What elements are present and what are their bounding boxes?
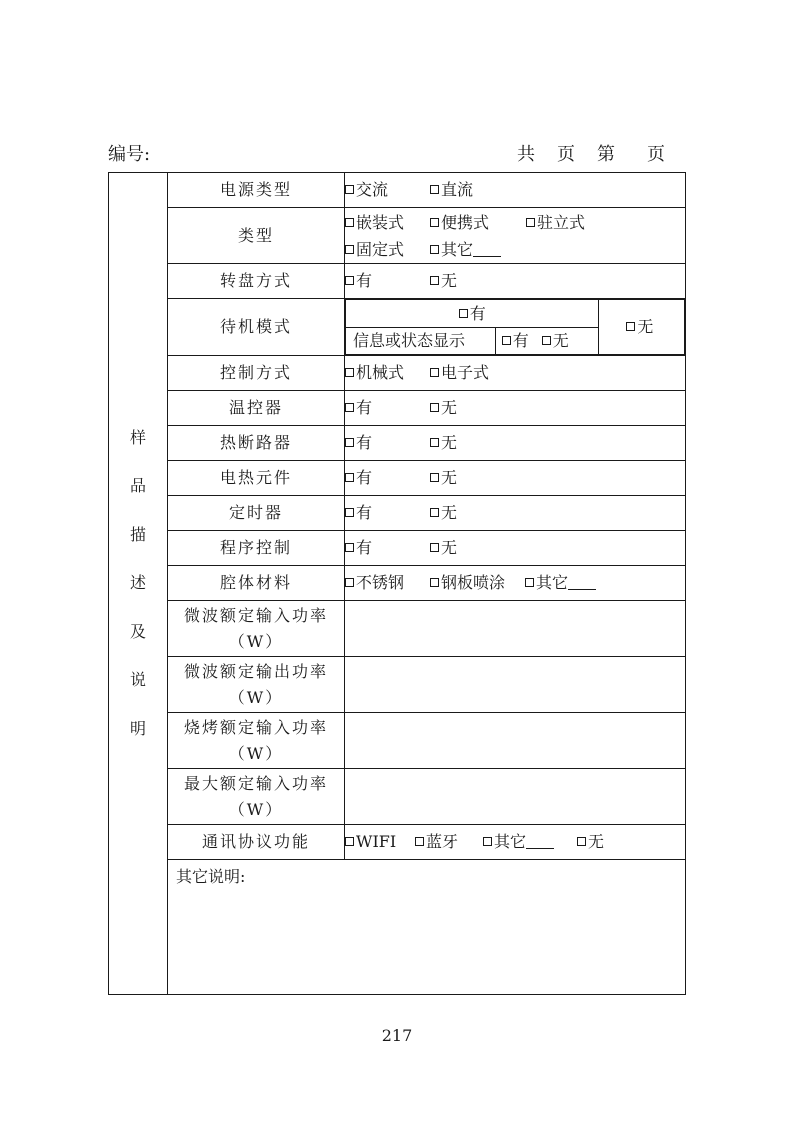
- checkbox-icon: [430, 218, 439, 227]
- row-cavity-material: [109, 566, 686, 601]
- option-label: 固定式: [356, 239, 405, 259]
- comm-other-checkbox[interactable]: [483, 831, 577, 853]
- label-line: 微波额定输出功率: [183, 661, 328, 681]
- option-label: 有: [512, 331, 529, 350]
- cavity-other-checkbox[interactable]: [525, 572, 596, 594]
- program-control-no-checkbox[interactable]: [430, 537, 457, 559]
- row-type: [109, 208, 686, 264]
- thermostat-yes-checkbox[interactable]: [345, 397, 430, 419]
- max-input-power-field[interactable]: [345, 769, 686, 825]
- option-label: 有: [356, 538, 373, 557]
- option-label: 无: [552, 331, 569, 350]
- page-current-label: 第: [597, 144, 615, 165]
- side-char: 描: [129, 524, 146, 544]
- checkbox-icon: [345, 473, 354, 482]
- page-unit-label: 页: [557, 144, 575, 165]
- checkbox-icon: [345, 578, 354, 587]
- timer-label: 定时器: [168, 496, 345, 531]
- cavity-stainless-checkbox[interactable]: [345, 572, 430, 594]
- side-char: 样: [129, 427, 146, 447]
- power-type-label: 电源类型: [168, 173, 345, 208]
- program-control-label: 程序控制: [168, 531, 345, 566]
- checkbox-icon: [415, 837, 424, 846]
- status-display-no-checkbox[interactable]: [542, 330, 569, 352]
- thermostat-options: [345, 391, 686, 426]
- heating-element-yes-checkbox[interactable]: [345, 467, 430, 489]
- thermostat-label: 温控器: [168, 391, 345, 426]
- heating-element-options: [345, 461, 686, 496]
- checkbox-icon: [345, 245, 354, 254]
- row-heating-element: [109, 461, 686, 496]
- option-label: 机械式: [356, 363, 405, 382]
- mw-output-power-field[interactable]: [345, 657, 686, 713]
- standby-nested-table: [345, 299, 685, 355]
- option-label: 其它: [536, 573, 569, 592]
- checkbox-icon: [345, 403, 354, 412]
- status-display-yes-checkbox[interactable]: [502, 330, 542, 352]
- checkbox-icon: [502, 336, 511, 345]
- label-line: 最大额定输入功率: [183, 773, 328, 793]
- mw-output-power-label: [168, 657, 345, 713]
- row-other-notes: [109, 860, 686, 995]
- thermostat-no-checkbox[interactable]: [430, 397, 457, 419]
- option-label: 无: [588, 832, 605, 851]
- other-notes-field[interactable]: [168, 860, 686, 995]
- checkbox-icon: [345, 276, 354, 285]
- option-label: 无: [441, 538, 458, 557]
- sample-description-side-label: [109, 173, 168, 995]
- type-fixed-checkbox[interactable]: [345, 236, 430, 263]
- label-line: 烧烤额定输入功率: [183, 717, 328, 737]
- option-label: 直流: [441, 180, 474, 199]
- power-type-ac-checkbox[interactable]: [345, 179, 430, 201]
- side-char: 及: [129, 621, 146, 641]
- checkbox-icon: [525, 578, 534, 587]
- serial-number-label: 编号:: [108, 144, 151, 165]
- row-turntable: [109, 264, 686, 299]
- type-other-checkbox[interactable]: [430, 236, 501, 263]
- side-char: 述: [129, 573, 146, 593]
- checkbox-icon: [430, 578, 439, 587]
- option-label: 无: [441, 398, 458, 417]
- checkbox-icon: [626, 322, 635, 331]
- checkbox-icon: [345, 368, 354, 377]
- row-power-type: [109, 173, 686, 208]
- row-standby: [109, 299, 686, 356]
- program-control-yes-checkbox[interactable]: [345, 537, 430, 559]
- type-portable-checkbox[interactable]: [430, 209, 526, 236]
- page-number: 217: [381, 1026, 413, 1045]
- option-label: 交流: [356, 180, 389, 199]
- option-label: 不锈钢: [356, 573, 405, 592]
- checkbox-icon: [345, 837, 354, 846]
- comm-other-blank[interactable]: [526, 834, 554, 849]
- page-total-label: 共: [517, 144, 535, 165]
- other-notes-label: 其它说明:: [176, 867, 246, 886]
- side-char: 明: [129, 718, 146, 738]
- option-label: 无: [441, 468, 458, 487]
- cavity-material-options: [345, 566, 686, 601]
- row-control: [109, 356, 686, 391]
- control-options: [345, 356, 686, 391]
- type-built-in-checkbox[interactable]: [345, 209, 430, 236]
- max-input-power-label: [168, 769, 345, 825]
- option-label: 无: [441, 271, 458, 290]
- page-unit-label-2: 页: [647, 144, 665, 165]
- heating-element-label: 电热元件: [168, 461, 345, 496]
- comm-none-checkbox[interactable]: [577, 831, 604, 853]
- type-other-blank[interactable]: [473, 242, 501, 257]
- option-label: 无: [441, 503, 458, 522]
- row-thermostat: [109, 391, 686, 426]
- power-type-dc-checkbox[interactable]: [430, 179, 473, 201]
- type-options: [345, 208, 686, 264]
- checkbox-icon: [577, 837, 586, 846]
- thermal-fuse-options: [345, 426, 686, 461]
- mw-input-power-field[interactable]: [345, 601, 686, 657]
- option-label: 有: [356, 468, 373, 487]
- row-program-control: [109, 531, 686, 566]
- label-unit: （W）: [228, 687, 284, 707]
- sample-description-table: [108, 172, 686, 995]
- timer-yes-checkbox[interactable]: [345, 502, 430, 524]
- option-label: 有: [356, 503, 373, 522]
- label-unit: （W）: [228, 631, 284, 651]
- cavity-other-blank[interactable]: [568, 575, 596, 590]
- checkbox-icon: [459, 309, 468, 318]
- option-label: WIFI: [356, 832, 397, 851]
- option-label: 蓝牙: [426, 832, 459, 851]
- checkbox-icon: [430, 543, 439, 552]
- communication-label: 通讯协议功能: [168, 825, 345, 860]
- thermal-fuse-label: 热断路器: [168, 426, 345, 461]
- row-communication: [109, 825, 686, 860]
- standby-no-checkbox[interactable]: [599, 300, 685, 355]
- checkbox-icon: [526, 218, 535, 227]
- option-label: 其它: [441, 239, 474, 259]
- type-freestanding-checkbox[interactable]: [526, 209, 585, 236]
- checkbox-icon: [483, 837, 492, 846]
- label-unit: （W）: [228, 743, 284, 763]
- checkbox-icon: [345, 508, 354, 517]
- communication-options: [345, 825, 686, 860]
- checkbox-icon: [430, 368, 439, 377]
- checkbox-icon: [345, 185, 354, 194]
- option-label: 电子式: [441, 363, 490, 382]
- row-thermal-fuse: [109, 426, 686, 461]
- thermal-fuse-no-checkbox[interactable]: [430, 432, 457, 454]
- timer-options: [345, 496, 686, 531]
- option-label: 其它: [494, 832, 527, 851]
- status-display-options: [495, 328, 599, 355]
- checkbox-icon: [430, 508, 439, 517]
- checkbox-icon: [345, 218, 354, 227]
- comm-wifi-checkbox[interactable]: [345, 831, 415, 853]
- option-label: 驻立式: [537, 212, 586, 232]
- program-control-options: [345, 531, 686, 566]
- option-label: 无: [637, 317, 654, 336]
- turntable-yes-checkbox[interactable]: [345, 270, 430, 292]
- grill-input-power-field[interactable]: [345, 713, 686, 769]
- option-label: 嵌装式: [356, 212, 405, 232]
- standby-options: [345, 299, 686, 356]
- turntable-label: 转盘方式: [168, 264, 345, 299]
- turntable-no-checkbox[interactable]: [430, 270, 457, 292]
- standby-yes-checkbox[interactable]: [346, 300, 599, 328]
- option-label: 无: [441, 433, 458, 452]
- option-label: 钢板喷涂: [441, 573, 506, 592]
- side-char: 说: [129, 670, 146, 690]
- checkbox-icon: [345, 438, 354, 447]
- option-label: 有: [356, 433, 373, 452]
- checkbox-icon: [430, 276, 439, 285]
- label-unit: （W）: [228, 799, 284, 819]
- row-grill-input-power: [109, 713, 686, 769]
- option-label: 有: [356, 271, 373, 290]
- option-label: 有: [469, 303, 486, 323]
- cavity-material-label: 腔体材料: [168, 566, 345, 601]
- checkbox-icon: [430, 473, 439, 482]
- row-max-input-power: [109, 769, 686, 825]
- checkbox-icon: [430, 245, 439, 254]
- cavity-coated-steel-checkbox[interactable]: [430, 572, 525, 594]
- power-type-options: [345, 173, 686, 208]
- checkbox-icon: [345, 543, 354, 552]
- option-label: 便携式: [441, 212, 490, 232]
- mw-input-power-label: [168, 601, 345, 657]
- type-label: 类型: [168, 208, 345, 264]
- row-mw-input-power: [109, 601, 686, 657]
- status-display-label: 信息或状态显示: [346, 328, 496, 355]
- label-line: 微波额定输入功率: [183, 605, 328, 625]
- turntable-options: [345, 264, 686, 299]
- row-timer: [109, 496, 686, 531]
- checkbox-icon: [430, 185, 439, 194]
- option-label: 有: [356, 398, 373, 417]
- timer-no-checkbox[interactable]: [430, 502, 457, 524]
- control-electronic-checkbox[interactable]: [430, 362, 489, 384]
- thermal-fuse-yes-checkbox[interactable]: [345, 432, 430, 454]
- row-mw-output-power: [109, 657, 686, 713]
- checkbox-icon: [430, 403, 439, 412]
- comm-bluetooth-checkbox[interactable]: [415, 831, 483, 853]
- grill-input-power-label: [168, 713, 345, 769]
- heating-element-no-checkbox[interactable]: [430, 467, 457, 489]
- control-mechanical-checkbox[interactable]: [345, 362, 430, 384]
- checkbox-icon: [430, 438, 439, 447]
- control-label: 控制方式: [168, 356, 345, 391]
- side-char: 品: [129, 476, 146, 496]
- checkbox-icon: [542, 336, 551, 345]
- standby-label: 待机模式: [168, 299, 345, 356]
